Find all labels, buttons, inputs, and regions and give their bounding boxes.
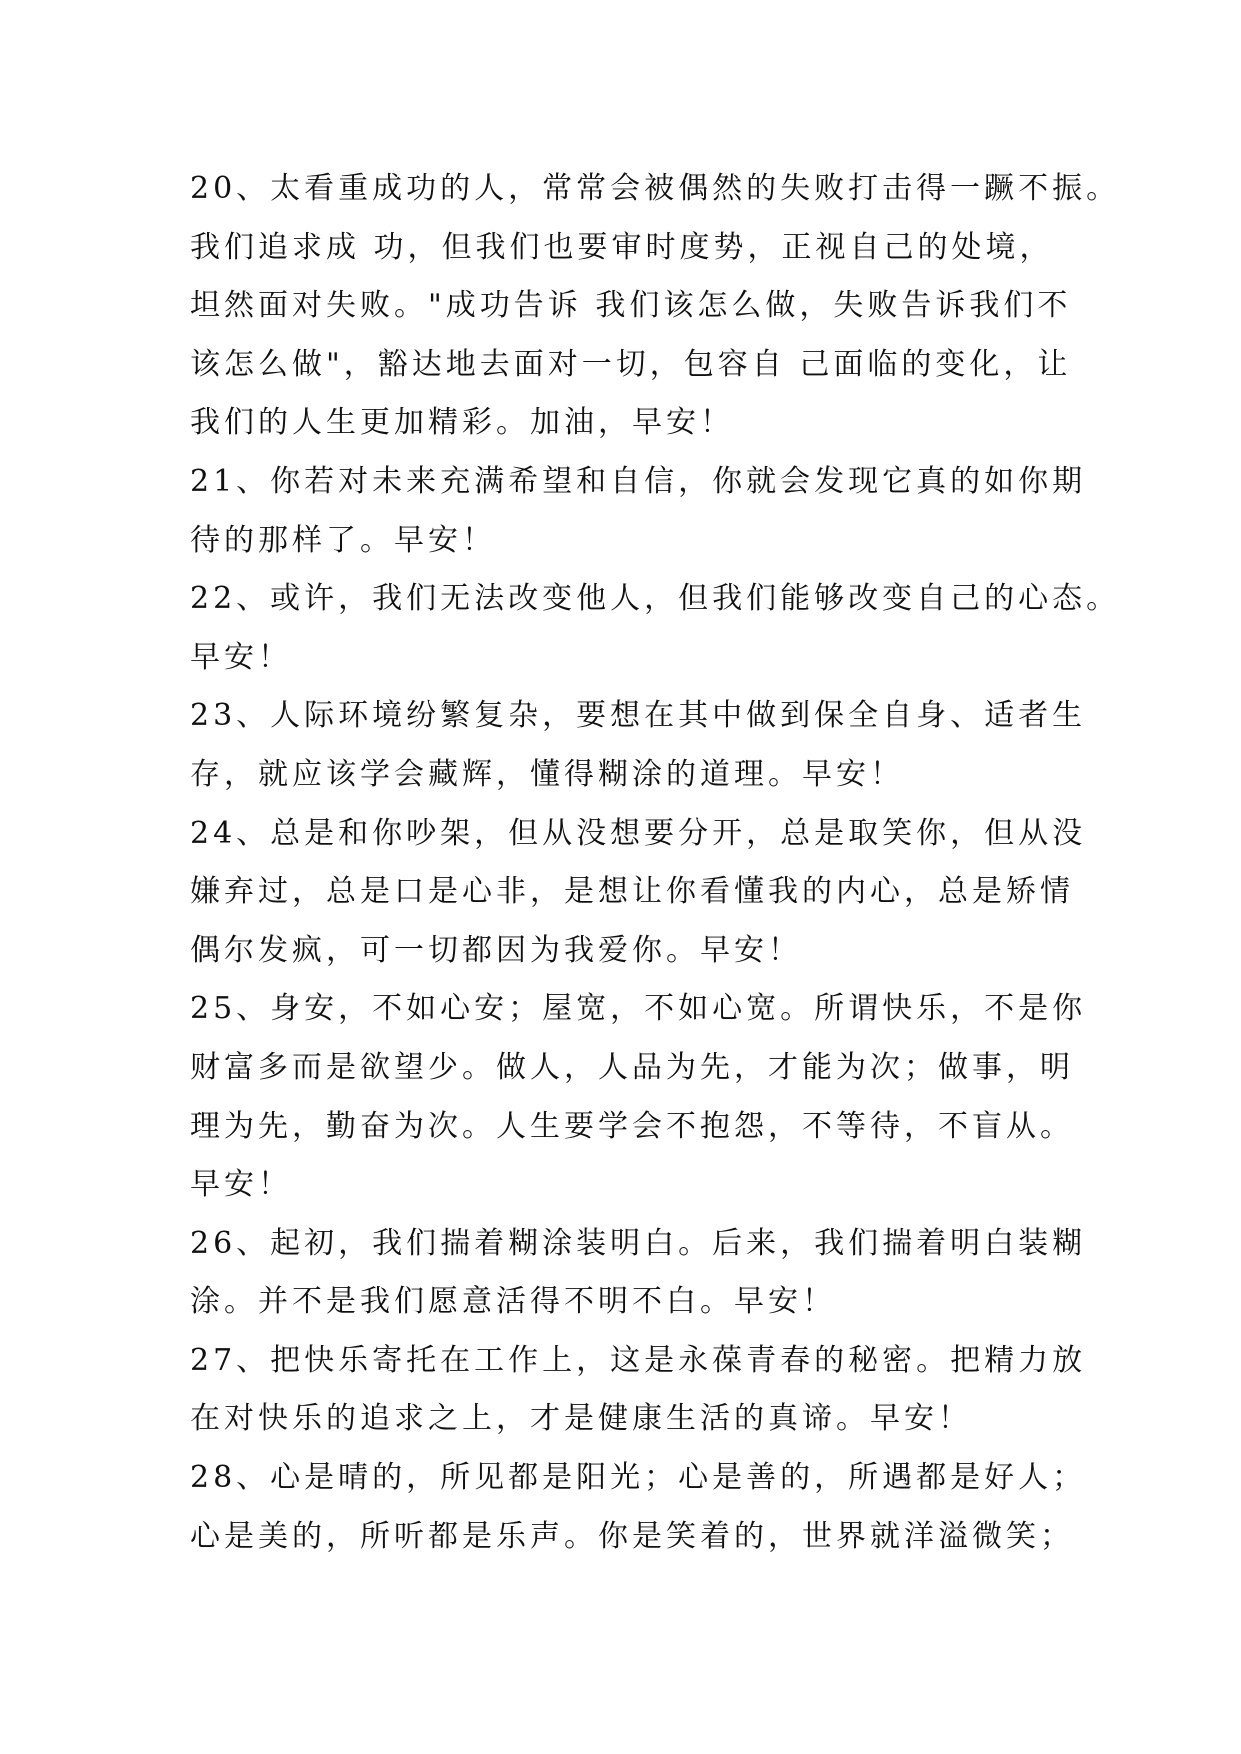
text-line: 我们追求成 功，但我们也要审时度势，正视自己的处境， bbox=[190, 229, 1054, 265]
text-line: 心是美的，所听都是乐声。你是笑着的，世界就洋溢微笑； bbox=[190, 1518, 1074, 1554]
text-line: 该怎么做"，豁达地去面对一切，包容自 己面临的变化，让 bbox=[190, 346, 1072, 382]
text-line: 嫌弃过，总是口是心非，是想让你看懂我的内心，总是矫情 bbox=[190, 874, 1074, 910]
text-line: 25、身安，不如心安；屋宽，不如心宽。所谓快乐，不是你 bbox=[190, 991, 1087, 1027]
text-line: 21、你若对未来充满希望和自信，你就会发现它真的如你期 bbox=[190, 463, 1087, 499]
text-line: 在对快乐的追求之上，才是健康生活的真谛。早安！ bbox=[190, 1401, 972, 1437]
text-line: 偶尔发疯，可一切都因为我爱你。早安！ bbox=[190, 932, 802, 968]
text-line: 理为先，勤奋为次。人生要学会不抱怨，不等待，不盲从。 bbox=[190, 1108, 1074, 1144]
text-line: 存，就应该学会藏辉，懂得糊涂的道理。早安！ bbox=[190, 756, 904, 792]
text-line: 早安！ bbox=[190, 1167, 292, 1203]
text-line: 早安！ bbox=[190, 639, 292, 675]
text-line: 23、人际环境纷繁复杂，要想在其中做到保全自身、适者生 bbox=[190, 698, 1087, 734]
text-line: 坦然面对失败。"成功告诉 我们该怎么做，失败告诉我们不 bbox=[190, 288, 1072, 324]
text-line: 28、心是晴的，所见都是阳光；心是善的，所遇都是好人； bbox=[190, 1460, 1087, 1496]
text-line: 涂。并不是我们愿意活得不明不白。早安！ bbox=[190, 1284, 836, 1320]
text-line: 我们的人生更加精彩。加油，早安！ bbox=[190, 405, 734, 441]
text-line: 待的那样了。早安！ bbox=[190, 522, 496, 558]
text-line: 24、总是和你吵架，但从没想要分开，总是取笑你，但从没 bbox=[190, 815, 1087, 851]
text-line: 26、起初，我们揣着糊涂装明白。后来，我们揣着明白装糊 bbox=[190, 1225, 1087, 1261]
text-line: 22、或许，我们无法改变他人，但我们能够改变自己的心态。 bbox=[190, 581, 1121, 617]
body-text bbox=[190, 160, 1121, 1566]
text-line: 20、太看重成功的人，常常会被偶然的失败打击得一蹶不振。 bbox=[190, 171, 1121, 206]
text-line: 财富多而是欲望少。做人，人品为先，才能为次；做事，明 bbox=[190, 1049, 1074, 1085]
text-line: 27、把快乐寄托在工作上，这是永葆青春的秘密。把精力放 bbox=[190, 1342, 1087, 1378]
